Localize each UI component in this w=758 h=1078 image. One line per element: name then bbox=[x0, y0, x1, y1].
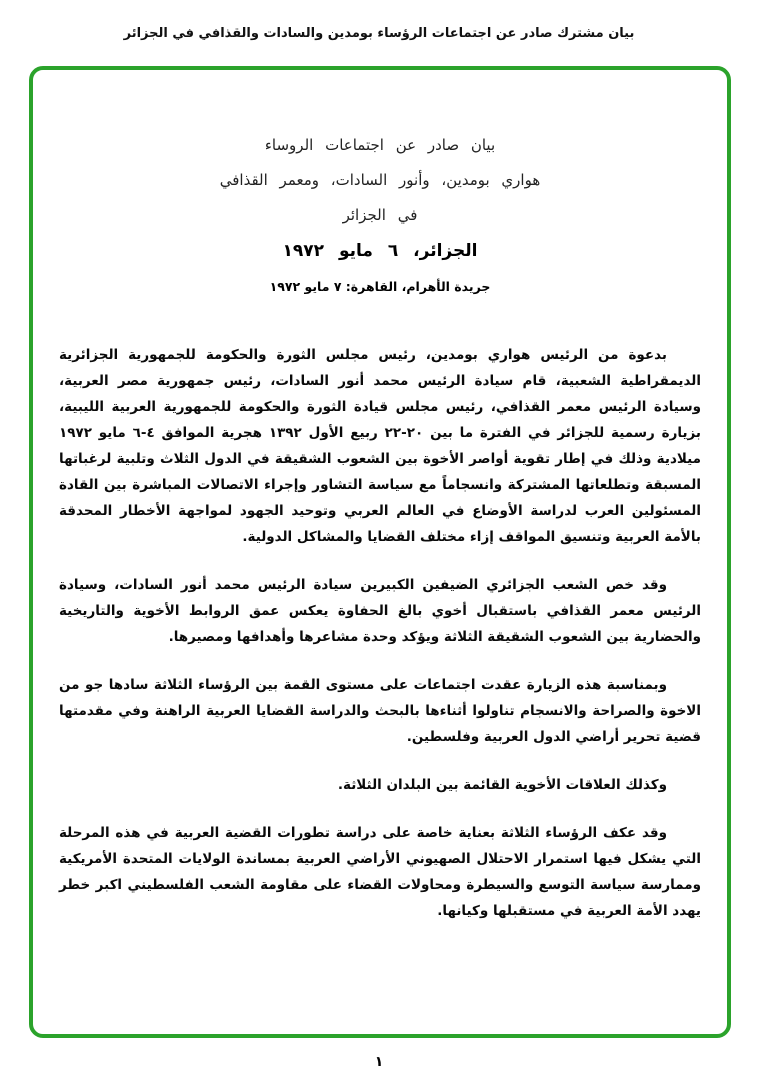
paragraph: وكذلك العلاقات الأخوية القائمة بين البلدان الثلاثة. bbox=[337, 777, 667, 793]
header-line-1: بيان صادر عن اجتماعات الروساء bbox=[264, 136, 496, 154]
page-number: ١ bbox=[374, 1054, 384, 1070]
document-frame bbox=[29, 66, 731, 1038]
document-header bbox=[33, 128, 727, 294]
paragraph: وقد عكف الرؤساء الثلاثة بعناية خاصة على دراسة تطورات القضية العربية في هذه المرحلة التي يشكل فيها استمرار الاحتلال الصهيوني الأراضي العربية بمساندة الولايات المتحدة الأمريكية وممارسة سياسة التوسع والسيطرة ومحاولات القضاء على مقاومة الشعب الفلسطيني اكبر خطر يهدد الأمة العربية في مستقبلها وكيانها. bbox=[59, 825, 701, 919]
paragraph: وقد خص الشعب الجزائري الضيفين الكبيرين سيادة الرئيس محمد أنور السادات، وسيادة الرئيس معمر القذافي باستقبال أخوي بالغ الحفاوة يعكس عمق الروابط الأخوية والتاريخية والحضارية بين الشعوب الشقيقة الثلاثة ويؤكد وحدة مشاعرها وأهدافها ومصيرها. bbox=[59, 577, 701, 645]
source-attribution-line: جريدة الأهرام، القاهرة: ٧ مايو ١٩٧٢ bbox=[269, 279, 491, 294]
paragraph: وبمناسبة هذه الزيارة عقدت اجتماعات على مستوى القمة بين الرؤساء الثلاثة سادها جو من الاخوة والصراحة والانسجام تناولوا أثناءها بالبحث والدراسة القضايا العربية الراهنة وفي مقدمتها قضية تحرير أراضي الدول العربية وفلسطين. bbox=[59, 677, 701, 745]
header-line-3: في الجزائر bbox=[342, 206, 418, 224]
document-body bbox=[59, 342, 701, 924]
paragraph: بدعوة من الرئيس هواري بومدين، رئيس مجلس الثورة والحكومة للجمهورية الجزائرية الديمقراطية الشعبية، قام سيادة الرئيس محمد أنور السادات، رئيس جمهورية مصر العربية، وسيادة الرئيس معمر القذافي، رئيس مجلس قيادة الثورة والحكومة للجمهورية العربية الليبية، بزيارة رسمية للجزائر في الفترة ما بين ٢٠-٢٢ ربيع الأول ١٣٩٢ هجرية الموافق ٤-٦ مايو ١٩٧٢ ميلادية وذلك في إطار تقوية أواصر الأخوة بين الشعوب الشقيقة في الدول الثلاث وتلبية لرغباتها المسبقة وتطلعاتها المشتركة وانسجاماً مع سياسة التشاور وإجراء الاتصالات المباشرة بين القادة المسئولين العرب لدراسة الأوضاع في العالم العربي وتوحيد الجهود لمواجهة الأخطار المحدقة بالأمة العربية وتنسيق المواقف إزاء مختلف القضايا والمشاكل الدولية. bbox=[59, 347, 701, 545]
date-line: الجزائر، ٦ مايو ١٩٧٢ bbox=[282, 241, 478, 261]
header-line-2: هواري بومدين، وأنور السادات، ومعمر القذافي bbox=[219, 171, 541, 189]
page-header-title: بيان مشترك صادر عن اجتماعات الرؤساء بومدين والسادات والقذافي في الجزائر bbox=[123, 26, 635, 41]
